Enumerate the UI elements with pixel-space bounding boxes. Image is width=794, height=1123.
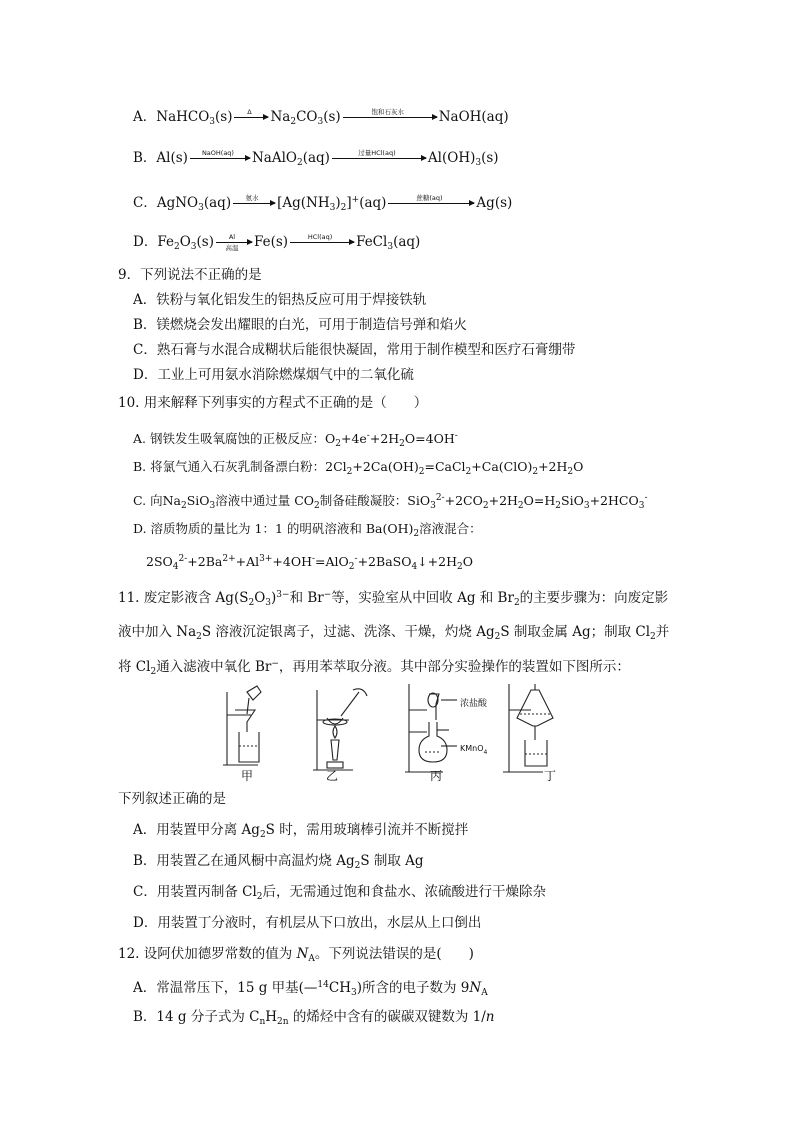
caption-ding: 丁 xyxy=(544,769,557,783)
q12-option-b: B．14 g 分子式为 $C_nH_{2n}$ 的烯烃中含有的碳碳双键数为 1/n xyxy=(133,1009,495,1027)
q8-option-b: B．Al(s) NaOH(aq) NaAlO$_2$(aq) 过量HCl(aq) $Al(OH)_3(s)$ xyxy=(133,149,499,168)
q11-option-b: B．用装置乙在通风橱中高温灼烧 $Ag_2S$ 制取 Ag xyxy=(133,853,424,871)
caption-yi: 乙 xyxy=(326,769,339,783)
q9-option-d: D．工业上可用氨水消除燃煤烟气中的二氧化硫 xyxy=(133,367,414,383)
q12-stem: 12. 设阿伏加德罗常数的值为 $N_A$。下列说法错误的是( ) xyxy=(118,946,474,964)
q8-option-d: D．$Fe_2O_3(s)$ Al 高温 Fe(s) HCl(aq) FeCl$_3$(aq) xyxy=(133,233,421,252)
q12-option-a: A．常温常压下，15 g 甲基$(—^{14}CH_3)$所含的电子数为 $9N_A$ xyxy=(133,980,488,998)
q9-stem: 9．下列说法不正确的是 xyxy=(118,267,262,283)
q10-option-d-equation: $2SO_4^{2-}+2Ba^{2+}+Al^{3+}+4OH^-=AlO_2^-+2BaSO_4↓+2H_2O$ xyxy=(146,554,473,572)
q10-stem: 10. 用来解释下列事实的方程式不正确的是（ ） xyxy=(118,395,428,411)
chlorine-generation-apparatus xyxy=(405,684,457,772)
separatory-funnel-apparatus xyxy=(503,684,553,772)
caption-jia: 甲 xyxy=(241,769,254,783)
fig-label-kmno4: KMnO$_4$ xyxy=(460,744,488,756)
caption-bing: 丙 xyxy=(430,769,443,783)
q11-stem-line3: 将 $Cl_2$通入滤液中氧化 Br−，再用苯萃取分液。其中部分实验操作的装置如下图所示： xyxy=(118,659,630,677)
q11-stem-line2: 液中加入 $Na_2S$ 溶液沉淀银离子，过滤、洗涤、干燥，灼烧 $Ag_2S$ 制取金属 Ag；制取 $Cl_2$并 xyxy=(118,624,670,642)
q10-option-d: D. 溶质物质的量比为 1：1 的明矾溶液和 $Ba(OH)_2$溶液混合： xyxy=(133,521,482,539)
q11-option-a: A．用装置甲分离 $Ag_2S$ 时，需用玻璃棒引流并不断搅拌 xyxy=(133,822,469,840)
q9-option-c: C．熟石膏与水混合成糊状后能很快凝固，常用于制作模型和医疗石膏绷带 xyxy=(133,342,576,358)
heating-apparatus xyxy=(313,689,367,770)
apparatus-figure xyxy=(213,680,593,780)
q8-option-c: C．AgNO$_3$(aq) 氨水 $[Ag(NH_3)_2]^+(aq)$ 蔗糖(aq) Ag(s) xyxy=(133,194,513,213)
filtration-apparatus xyxy=(223,686,261,765)
q11-option-d: D．用装置丁分液时，有机层从下口放出，水层从上口倒出 xyxy=(133,915,482,931)
q10-option-c: C. 向$Na_2SiO_3$溶液中通过量 $CO_2$制备硅酸凝胶：$SiO_3^{2-}+2CO_2+2H_2O=H_2SiO_3+2HCO_3^-$ xyxy=(133,493,648,511)
q10-option-a: A. 钢铁发生吸氧腐蚀的正极反应：$O_2+4e^-+2H_2O=4OH^-$ xyxy=(133,431,458,449)
q10-option-b: B. 将氯气通入石灰乳制备漂白粉：$2Cl_2+2Ca(OH)_2=CaCl_2+Ca(ClO)_2+2H_2O$ xyxy=(133,459,584,477)
q9-option-a: A．铁粉与氧化铝发生的铝热反应可用于焊接铁轨 xyxy=(133,292,427,308)
q11-question: 下列叙述正确的是 xyxy=(118,791,226,807)
q11-option-c: C．用装置丙制备 $Cl_2$后，无需通过饱和食盐水、浓硫酸进行干燥除杂 xyxy=(133,884,547,902)
fig-label-hcl: 浓盐酸 xyxy=(460,699,488,709)
q9-option-b: B．镁燃烧会发出耀眼的白光，可用于制造信号弹和焰火 xyxy=(133,317,467,333)
q11-stem-line1: 11. 废定影液含 $Ag(S_2O_3)^{3-}$和 Br−等，实验室从中回收 Ag 和 $Br_2$的主要步骤为：向废定影 xyxy=(118,590,669,608)
q8-option-a: A．NaHCO$_3$(s) Δ $Na_2CO_3(s)$ 饱和石灰水 NaOH(aq) xyxy=(133,108,509,127)
